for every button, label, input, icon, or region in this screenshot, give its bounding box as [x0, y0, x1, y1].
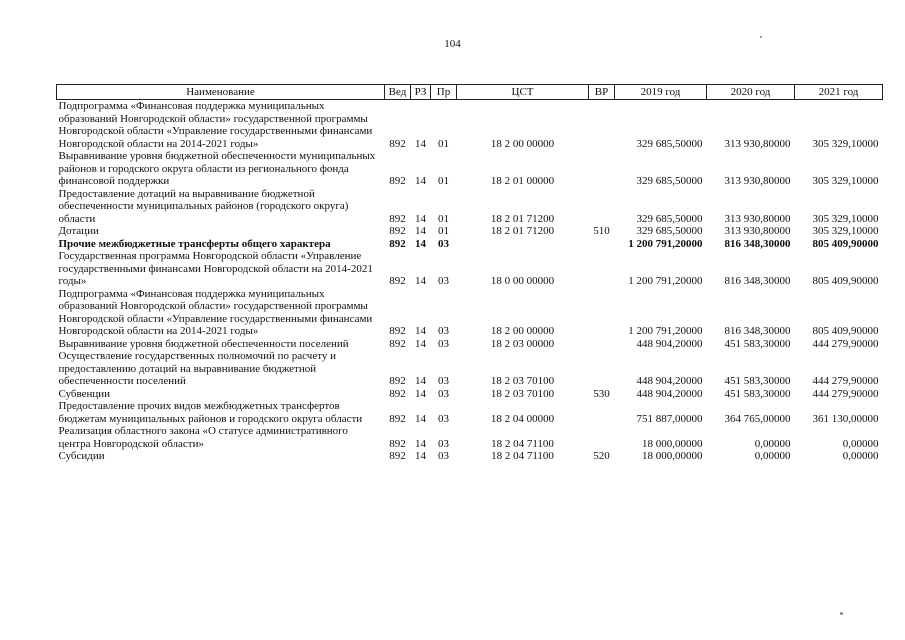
table-row — [57, 400, 883, 425]
cell-pr: 01 — [438, 225, 449, 237]
cell-rz: 14 — [415, 375, 426, 387]
cell-y2020: 451 583,30000 — [724, 337, 791, 350]
budget-table — [56, 84, 883, 463]
table-header — [57, 85, 883, 100]
table-row — [57, 338, 883, 351]
cell-name: Субвенции — [58, 387, 111, 400]
cell-cst: 18 2 00 00000 — [490, 137, 555, 150]
cell-name: Осуществление государственных полномочий по расчету и предоставлению дотаций на выравнивание бюджетной обеспеченности поселений — [58, 350, 337, 387]
cell-y2020: 313 930,80000 — [724, 225, 791, 237]
cell-rz: 14 — [415, 437, 426, 450]
cell-vr — [589, 250, 615, 288]
cell-cst: 18 2 04 71100 — [491, 450, 554, 462]
cell-vr — [589, 100, 615, 151]
cell-y2021: 805 409,90000 — [812, 275, 879, 287]
cell-rz: 14 — [415, 275, 426, 287]
cell-cst: 18 2 03 70100 — [490, 375, 555, 387]
table-row — [57, 288, 883, 338]
cell-y2020: 451 583,30000 — [724, 387, 791, 400]
cell-y2021: 305 329,10000 — [812, 212, 879, 225]
cell-vr: 510 — [593, 225, 610, 237]
cell-vr — [589, 350, 615, 388]
cell-y2021: 361 130,00000 — [812, 412, 879, 425]
cell-rz: 14 — [415, 212, 426, 225]
header-2021: 2021 год — [795, 85, 883, 100]
cell-y2019: 329 685,50000 — [636, 175, 703, 187]
cell-name: Дотации — [58, 225, 99, 237]
table-row — [57, 450, 883, 463]
header-cst: ЦСТ — [457, 85, 589, 100]
cell-cst: 18 2 04 00000 — [490, 412, 555, 425]
table-row — [57, 188, 883, 226]
cell-ved: 892 — [389, 337, 406, 350]
cell-y2021: 305 329,10000 — [812, 225, 879, 237]
cell-rz: 14 — [415, 450, 426, 462]
cell-name: Выравнивание уровня бюджетной обеспеченности муниципальных районов и городского округа области из регионального фонда финансовой поддержки — [58, 150, 376, 187]
cell-vr — [589, 238, 615, 251]
cell-name: Подпрограмма «Финансовая поддержка муниципальных образований Новгородской области» государственной программы Новгородской области «Управление государственными финансами Новгородской области на 2014-2021 годы» — [58, 100, 373, 150]
cell-rz: 14 — [415, 325, 426, 337]
cell-ved: 892 — [389, 387, 406, 400]
cell-y2020: 451 583,30000 — [724, 375, 791, 387]
cell-name: Государственная программа Новгородской области «Управление государственными финансами Новгородской области на 2014-2021 годы» — [58, 250, 373, 287]
cell-name: Предоставление прочих видов межбюджетных трансфертов бюджетам муниципальных районов и городского округа области — [58, 400, 363, 425]
cell-y2020: 313 930,80000 — [724, 212, 791, 225]
cell-name: Прочие межбюджетные трансферты общего характера — [58, 237, 331, 250]
cell-pr: 03 — [438, 412, 449, 425]
cell-cst: 18 2 01 71200 — [490, 212, 555, 225]
cell-rz: 14 — [415, 175, 426, 187]
cell-y2021: 0,00000 — [842, 437, 879, 450]
cell-y2021: 305 329,10000 — [812, 137, 879, 150]
cell-y2019: 751 887,00000 — [636, 412, 703, 425]
cell-vr — [589, 400, 615, 425]
cell-ved: 892 — [389, 137, 406, 150]
cell-y2019: 1 200 791,20000 — [628, 275, 703, 287]
cell-ved: 892 — [389, 212, 406, 225]
cell-y2019: 329 685,50000 — [636, 212, 703, 225]
cell-y2019: 448 904,20000 — [636, 375, 703, 387]
cell-rz: 14 — [415, 137, 426, 150]
cell-y2021: 805 409,90000 — [812, 237, 879, 250]
cell-cst: 18 0 00 00000 — [490, 275, 555, 287]
header-vr: ВР — [589, 85, 615, 100]
table-row — [57, 425, 883, 450]
cell-rz: 14 — [415, 337, 426, 350]
cell-ved: 892 — [389, 437, 406, 450]
cell-y2021: 305 329,10000 — [812, 175, 879, 187]
cell-name: Подпрограмма «Финансовая поддержка муниципальных образований Новгородской области» государственной программы Новгородской области «Управление государственными финансами Новгородской области на 2014-2021 годы» — [58, 287, 373, 337]
cell-cst: 18 2 03 70100 — [490, 387, 555, 400]
cell-y2020: 364 765,00000 — [724, 412, 791, 425]
cell-ved: 892 — [389, 237, 406, 250]
cell-y2019: 329 685,50000 — [636, 225, 703, 237]
cell-pr: 01 — [438, 137, 449, 150]
page-number: 104 — [444, 38, 461, 50]
cell-ved: 892 — [389, 175, 406, 187]
cell-y2021: 444 279,90000 — [812, 337, 879, 350]
cell-pr: 03 — [438, 325, 449, 337]
cell-rz: 14 — [415, 225, 426, 237]
cell-cst: 18 2 04 71100 — [491, 437, 554, 450]
cell-y2021: 444 279,90000 — [812, 375, 879, 387]
scan-speck — [760, 36, 762, 38]
cell-y2019: 18 000,00000 — [642, 450, 703, 462]
cell-y2019: 448 904,20000 — [636, 337, 703, 350]
cell-pr: 03 — [438, 387, 449, 400]
cell-cst: 18 2 03 00000 — [490, 337, 555, 350]
cell-pr: 03 — [438, 237, 449, 250]
cell-y2019: 1 200 791,20000 — [628, 237, 703, 250]
cell-pr: 03 — [438, 375, 449, 387]
cell-y2020: 816 348,30000 — [724, 325, 791, 337]
cell-pr: 01 — [438, 175, 449, 187]
cell-name: Выравнивание уровня бюджетной обеспеченности поселений — [58, 337, 349, 350]
cell-cst: 18 2 00 00000 — [490, 325, 555, 337]
cell-ved: 892 — [389, 412, 406, 425]
cell-pr: 01 — [438, 212, 449, 225]
cell-y2019: 18 000,00000 — [642, 437, 703, 450]
cell-y2020: 816 348,30000 — [724, 237, 791, 250]
cell-y2020: 313 930,80000 — [724, 175, 791, 187]
cell-vr — [589, 425, 615, 450]
header-rz: РЗ — [411, 85, 431, 100]
cell-name: Предоставление дотаций на выравнивание бюджетной обеспеченности муниципальных районов (городского округа) области — [58, 187, 349, 225]
cell-rz: 14 — [415, 387, 426, 400]
cell-y2020: 0,00000 — [754, 437, 791, 450]
cell-ved: 892 — [389, 375, 406, 387]
cell-y2021: 805 409,90000 — [812, 325, 879, 337]
cell-pr: 03 — [438, 450, 449, 462]
cell-vr: 520 — [593, 450, 610, 462]
cell-vr — [589, 188, 615, 226]
header-name: Наименование — [57, 85, 385, 100]
header-2019: 2019 год — [615, 85, 707, 100]
cell-y2021: 444 279,90000 — [812, 387, 879, 400]
header-ved: Вед — [385, 85, 411, 100]
table-row — [57, 388, 883, 401]
cell-ved: 892 — [389, 275, 406, 287]
header-pr: Пр — [431, 85, 457, 100]
table-row — [57, 150, 883, 188]
cell-pr: 03 — [438, 437, 449, 450]
cell-vr — [589, 288, 615, 338]
table-row — [57, 350, 883, 388]
table-row — [57, 100, 883, 151]
cell-y2021: 0,00000 — [842, 450, 879, 462]
cell-y2019: 448 904,20000 — [636, 387, 703, 400]
cell-cst: 18 2 01 00000 — [490, 175, 555, 187]
scan-speck — [840, 612, 843, 615]
header-2020: 2020 год — [707, 85, 795, 100]
cell-y2020: 0,00000 — [754, 450, 791, 462]
table-row — [57, 250, 883, 288]
cell-vr — [589, 150, 615, 188]
cell-vr — [589, 338, 615, 351]
table-row — [57, 238, 883, 251]
cell-vr: 530 — [593, 387, 610, 400]
cell-cst — [457, 238, 589, 251]
cell-pr: 03 — [438, 275, 449, 287]
cell-ved: 892 — [389, 225, 406, 237]
cell-name: Реализация областного закона «О статусе административного центра Новгородской области» — [58, 425, 348, 450]
cell-cst: 18 2 01 71200 — [490, 225, 555, 237]
cell-rz: 14 — [415, 237, 426, 250]
cell-y2020: 816 348,30000 — [724, 275, 791, 287]
cell-rz: 14 — [415, 412, 426, 425]
cell-y2020: 313 930,80000 — [724, 137, 791, 150]
cell-y2019: 329 685,50000 — [636, 137, 703, 150]
cell-ved: 892 — [389, 325, 406, 337]
cell-ved: 892 — [389, 450, 406, 462]
cell-name: Субсидии — [58, 450, 105, 462]
table-row — [57, 225, 883, 238]
cell-pr: 03 — [438, 337, 449, 350]
cell-y2019: 1 200 791,20000 — [628, 325, 703, 337]
